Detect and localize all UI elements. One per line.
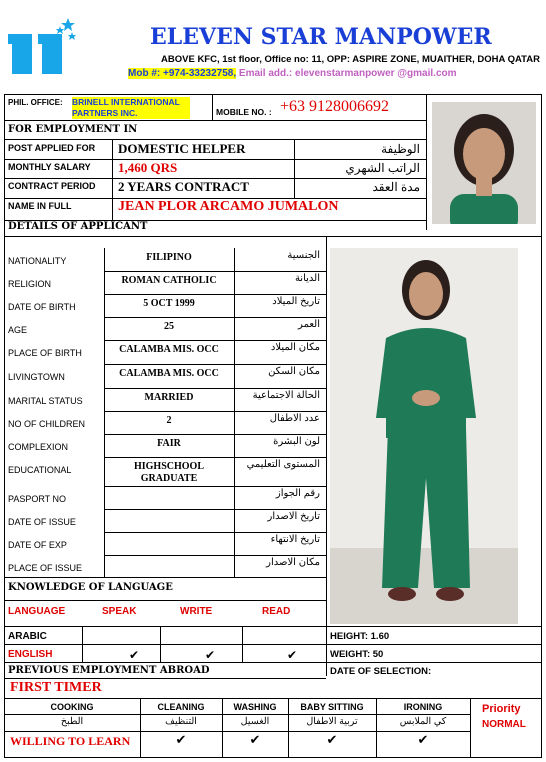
detail-value: CALAMBA MIS. OCC [119,344,219,355]
details-section-title: DETAILS OF APPLICANT [8,221,148,232]
detail-label: AGE [8,325,28,335]
detail-label: DATE OF EXP [8,540,67,550]
row-line [104,411,326,412]
language-name: ARABIC [8,631,47,642]
col-line [470,698,471,758]
selection-date-label: DATE OF SELECTION: [330,666,432,677]
detail-value: 5 OCT 1999 [143,298,195,309]
language-section-title: KNOWLEDGE OF LANGUAGE [8,582,173,593]
office-name: BRINELL INTERNATIONAL PARTNERS INC. [72,97,190,119]
language-header-cell: SPEAK [102,606,137,617]
col-line [242,627,243,662]
skill-arabic: الغسيل [240,716,270,727]
office-label: PHIL. OFFICE: [8,98,63,107]
col-line [234,248,235,577]
row-line [104,364,326,365]
detail-value: ROMAN CATHOLIC [121,275,217,286]
detail-value: HIGHSCHOOL GRADUATE [133,461,204,484]
employment-section-title: FOR EMPLOYMENT IN [8,124,138,135]
employment-row-value: DOMESTIC HELPER [118,141,246,156]
company-address: ABOVE KFC, 1st floor, Office no: 11, OPP: ASPIRE ZONE, MUAITHER, DOHA QATAR [161,54,540,65]
detail-arabic: مكان الميلاد [270,342,320,353]
detail-label: DATE OF BIRTH [8,302,76,312]
skill-header: WASHING [233,702,277,712]
skill-header: BABY SITTING [300,702,364,712]
detail-label: RELIGION [8,279,52,289]
detail-arabic: لون البشرة [273,436,320,447]
previous-section-title: PREVIOUS EMPLOYMENT ABROAD [8,665,210,676]
detail-arabic: مكان الاصدار [266,557,320,568]
row-line [326,644,542,645]
row-line [104,340,326,341]
detail-value: MARRIED [144,392,194,403]
skill-arabic: كي الملابس [399,716,447,727]
row-line [4,120,426,121]
detail-arabic: المستوى التعليمي [246,459,320,470]
employment-row-label: CONTRACT PERIOD [8,181,96,191]
detail-label: NO OF CHILDREN [8,419,86,429]
height-label: HEIGHT: [330,631,368,642]
col-line [376,698,377,758]
detail-value: 25 [164,321,174,332]
employment-row-label: POST APPLIED FOR [8,143,96,153]
detail-arabic: عدد الاطفال [269,413,320,424]
detail-value: 2 [166,415,172,426]
email-address: Email add.: elevenstarmanpower @gmail.com [238,68,457,79]
col-line [112,140,113,220]
employment-row-arabic: الراتب الشهري [345,161,420,175]
employment-row-arabic: الوظيفة [381,142,420,156]
detail-arabic: تاريخ الاصدار [267,511,320,522]
weight-field [330,649,383,660]
height-field [330,631,389,642]
col-line [294,140,295,198]
col-line [160,627,161,662]
employment-row-label: MONTHLY SALARY [8,162,91,172]
col-line [222,698,223,758]
language-check: ✔ [204,648,216,662]
detail-label: EDUCATIONAL [8,465,72,475]
detail-label: MARITAL STATUS [8,396,83,406]
detail-label: COMPLEXION [8,442,69,452]
language-check: ✔ [286,648,298,662]
row-line [4,644,326,645]
row-line [4,577,326,578]
detail-value: FILIPINO [146,252,192,263]
logo-eleven-star-icon [8,16,78,76]
row-line [326,626,542,627]
detail-arabic: رقم الجواز [275,488,320,499]
row-line [4,236,542,237]
office-divider [212,94,213,120]
language-header-cell: LANGUAGE [8,606,66,617]
skill-arabic: الطبخ [60,716,84,727]
col-line [288,698,289,758]
skill-check: ✔ [326,733,338,748]
row-line [4,139,426,140]
row-line [104,434,326,435]
col-line [82,627,83,662]
row-line [4,600,326,601]
company-contact [128,68,538,79]
mobile-number: Mob #: +974-33232758, [128,68,237,79]
height-value: 1.60 [370,631,390,642]
previous-employment-value: FIRST TIMER [10,680,102,695]
row-line [104,271,326,272]
weight-value: 50 [372,649,384,660]
photo-divider [426,94,427,230]
detail-label: LIVINGTOWN [8,372,65,382]
row-line [104,532,326,533]
col-line [140,698,141,758]
employment-row-value: 1,460 QRS [118,160,178,175]
company-logo [8,16,78,76]
employment-row-value: 2 YEARS CONTRACT [118,179,249,194]
detail-label: PLACE OF ISSUE [8,563,83,573]
detail-arabic: الجنسية [287,250,320,261]
detail-arabic: مكان السكن [268,366,320,377]
row-line [4,698,542,699]
row-line [4,731,470,732]
detail-value: CALAMBA MIS. OCC [119,368,219,379]
detail-label: PLACE OF BIRTH [8,348,82,358]
row-line [104,457,326,458]
weight-label: WEIGHT: [330,649,371,660]
priority-label: Priority [482,703,521,715]
row-line [4,714,470,715]
row-line [104,555,326,556]
row-line [4,159,426,160]
row-line [104,317,326,318]
col-line [326,236,327,662]
detail-arabic: تاريخ الانتهاء [270,534,320,545]
applicant-headshot [432,102,536,224]
skill-header: CLEANING [157,702,205,712]
col-line [104,248,105,577]
mobile-value: +63 9128006692 [280,98,390,115]
detail-arabic: العمر [298,319,320,330]
priority-value: NORMAL [482,719,526,730]
skill-arabic: تربية الاطفال [306,716,358,727]
skill-header: COOKING [50,702,94,712]
company-name: ELEVEN STAR MANPOWER [150,24,492,50]
skill-check: ✔ [175,733,187,748]
language-header-cell: WRITE [180,606,213,617]
row-line [104,388,326,389]
skill-check: ✔ [417,733,429,748]
detail-label: NATIONALITY [8,256,67,266]
employment-row-value: JEAN PLOR ARCAMO JUMALON [118,199,339,214]
row-line [104,509,326,510]
skill-header: IRONING [403,702,443,712]
language-header-cell: READ [262,606,291,617]
row-line [4,678,326,679]
skill-arabic: التنظيف [165,716,197,727]
detail-label: PASPORT NO [8,494,67,504]
row-line [4,626,326,627]
detail-arabic: تاريخ الميلاد [272,296,320,307]
language-name: ENGLISH [8,649,53,660]
row-line [104,294,326,295]
row-line [104,486,326,487]
detail-label: DATE OF ISSUE [8,517,76,527]
employment-row-arabic: مدة العقد [372,180,420,194]
mobile-label: MOBILE NO. : [216,107,272,117]
applicant-full-photo [330,248,518,624]
row-line [4,662,542,663]
skill-check: ✔ [249,733,261,748]
language-check: ✔ [128,648,140,662]
employment-row-label: NAME IN FULL [8,201,72,211]
col-line [326,626,327,676]
detail-value: FAIR [157,438,181,449]
detail-arabic: الحالة الاجتماعية [252,390,320,401]
skill-check: WILLING TO LEARN [10,734,131,748]
detail-arabic: الديانة [294,273,320,284]
